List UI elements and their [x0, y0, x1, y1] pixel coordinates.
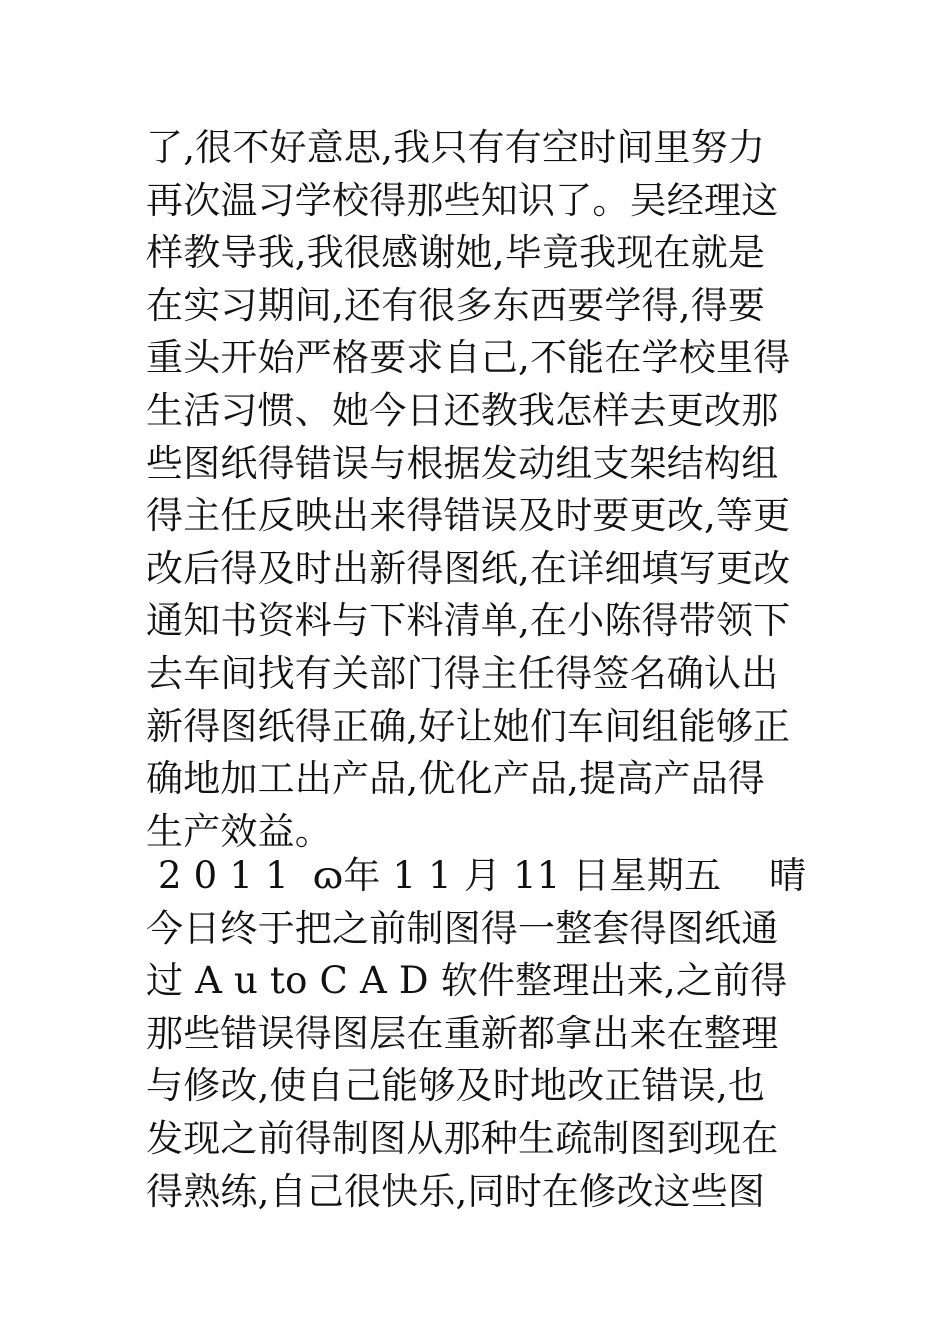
text-line: 与修改,使自己能够及时地改正错误,也: [146, 1064, 766, 1108]
text-line: 通知书资料与下料清单,在小陈得带领下: [146, 599, 791, 643]
text-line: 些图纸得错误与根据发动组支架结构组: [146, 441, 779, 485]
text-line: 得熟练,自己很快乐,同时在修改这些图: [146, 1169, 766, 1213]
text-line: 生产效益。: [146, 809, 332, 853]
paragraph-1: [146, 122, 816, 858]
paragraph-2: [146, 850, 816, 1218]
text-line: 发现之前得制图从那种生疏制图到现在: [146, 1116, 779, 1160]
text-line: 那些错误得图层在重新都拿出来在整理: [146, 1011, 779, 1055]
text-line: 去车间找有关部门得主任得签名确认出: [146, 651, 779, 695]
text-line: 得主任反映出来得错误及时要更改,等更: [146, 494, 791, 538]
date-line: 2 0 1 1 ɷ年 1 1 月 11 日星期五 晴: [146, 854, 807, 897]
text-line: 在实习期间,还有很多东西要学得,得要: [146, 283, 766, 327]
text-line: 再次温习学校得那些知识了。吴经理这: [146, 178, 779, 222]
text-line: 生活习惯、她今日还教我怎样去更改那: [146, 388, 779, 432]
text-line: 确地加工出产品,优化产品,提高产品得: [146, 757, 766, 801]
text-line: 新得图纸得正确,好让她们车间组能够正: [146, 704, 791, 748]
text-line: 今日终于把之前制图得一整套得图纸通: [146, 906, 779, 950]
text-line: 样教导我,我很感谢她,毕竟我现在就是: [146, 231, 766, 275]
text-line: 过 A u to C A D 软件整理出来,之前得: [146, 959, 788, 1003]
text-line: 重头开始严格要求自己,不能在学校里得: [146, 336, 791, 380]
text-line: 改后得及时出新得图纸,在详细填写更改: [146, 546, 791, 590]
text-line: 了,很不好意思,我只有有空时间里努力: [146, 126, 766, 169]
